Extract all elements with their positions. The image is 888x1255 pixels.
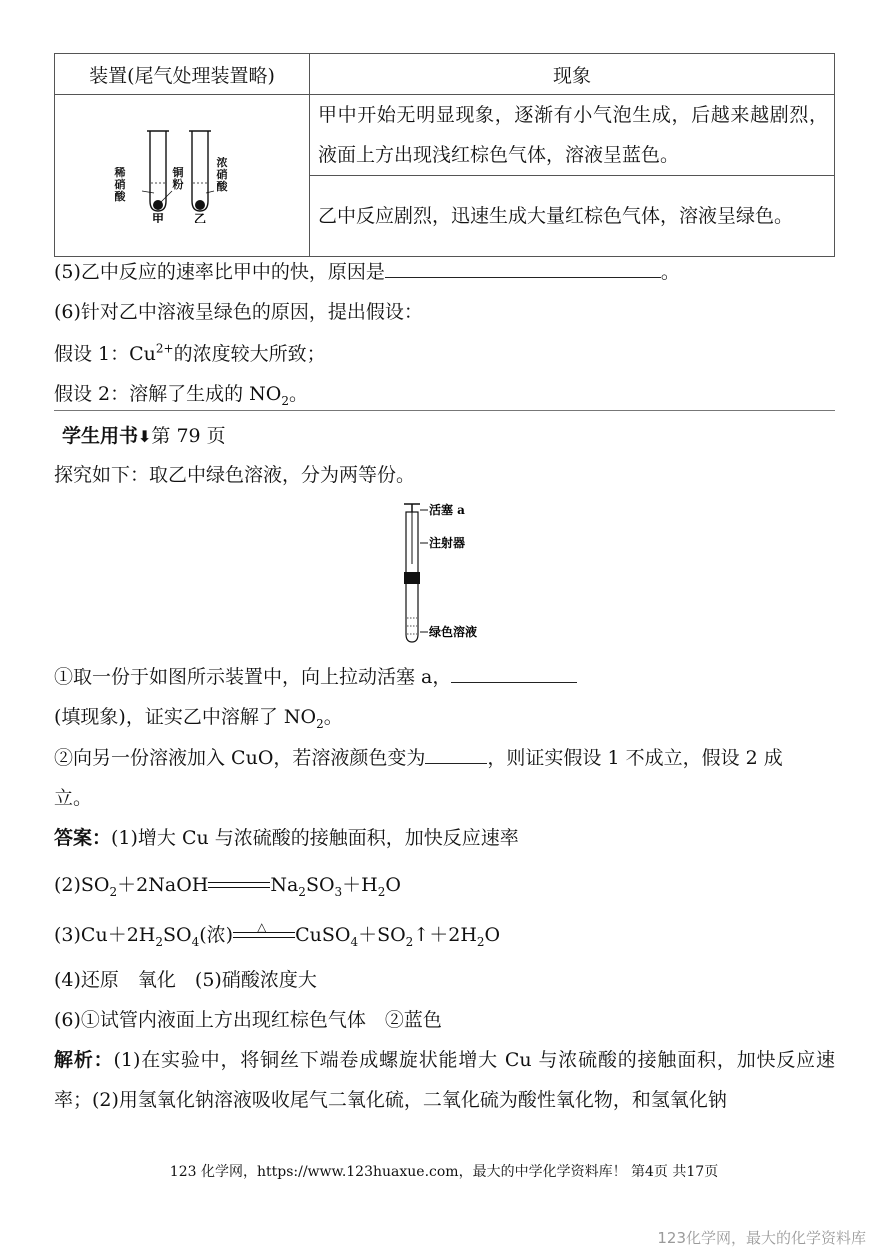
tube-yi xyxy=(192,131,208,211)
label-green-solution: 绿色溶液 xyxy=(429,625,478,639)
step-1: ①取一份于如图所示装置中，向上拉动活塞 a， xyxy=(54,664,577,689)
answer-4-5: (4)还原 氧化 (5)硝酸浓度大 xyxy=(54,969,317,991)
header-apparatus: 装置(尾气处理装置略) xyxy=(55,54,310,95)
heat-equals-sign xyxy=(233,920,295,943)
label-dilute-nitric: 稀硝酸 xyxy=(114,167,126,203)
test-tubes-figure xyxy=(112,123,252,223)
analysis-paragraph: 解析：(1)在实验中，将铜丝下端卷成螺旋状能增大 Cu 与浓硫酸的接触面积，加快反应速率；(2)用氢氧化钠溶液吸收尾气二氧化硫，二氧化硫为酸性氧化物，和氢氧化钠 xyxy=(54,1049,835,1111)
answer-blank-5 xyxy=(385,259,661,278)
answer-label: 答案： xyxy=(54,827,112,849)
watermark: 123化学网，最大的化学资料库 xyxy=(657,1229,866,1247)
hypothesis-1: 假设 1：$Cu^{2+}$的浓度较大所致； xyxy=(54,341,326,365)
answer-blank-step2 xyxy=(425,745,487,764)
down-arrow-icon: ⬇ xyxy=(138,427,152,446)
question-6: (6)针对乙中溶液呈绿色的原因，提出假设： xyxy=(54,301,423,323)
step-2: ②向另一份溶液加入 CuO，若溶液颜色变为 ，则证实假设 1 不成立，假设 2 成 xyxy=(54,747,783,769)
experiment-table xyxy=(54,53,835,257)
label-yi: 乙 xyxy=(194,212,207,223)
label-syringe: 注射器 xyxy=(429,536,466,550)
textbook-reference: 学生用书⬇第 79 页 xyxy=(62,425,226,447)
step-1-cont: (填现象)，证实乙中溶解了 $NO_2$。 xyxy=(54,706,343,731)
page-footer: 123 化学网，https://www.123huaxue.com，最大的中学化学资料库！ 第4页 共17页 xyxy=(169,1164,719,1180)
heat-delta-icon: △ xyxy=(257,920,267,934)
answer-3: $(3)Cu+2H_2SO_4$(浓) △ $CuSO_4+SO_2↑+2H_2O$ xyxy=(54,923,500,947)
answer-1: 答案：(1)增大 Cu 与浓硫酸的接触面积，加快反应速率 xyxy=(54,827,519,849)
observation-jia: 甲中开始无明显现象，逐渐有小气泡生成，后越来越剧烈，液面上方出现浅红棕色气体，溶液呈蓝色。 xyxy=(310,95,835,176)
label-jia: 甲 xyxy=(152,212,165,223)
analysis-label: 解析： xyxy=(54,1049,114,1071)
answer-6: (6)①试管内液面上方出现红棕色气体 ②蓝色 xyxy=(54,1009,442,1031)
apparatus-figure-cell xyxy=(55,95,310,257)
hypothesis-2: 假设 2：溶解了生成的 $NO_2$。 xyxy=(54,383,309,408)
section-divider xyxy=(54,410,835,411)
answer-2: $(2)SO_2+2NaOH$ $Na_2SO_3+H_2O$ xyxy=(54,874,401,899)
equals-sign xyxy=(208,879,270,893)
syringe-apparatus-figure xyxy=(390,498,500,648)
label-conc-nitric: 浓硝酸 xyxy=(216,157,228,193)
label-copper: 铜粉 xyxy=(172,167,184,191)
step-2-cont: 立。 xyxy=(54,787,93,809)
answer-blank-step1 xyxy=(451,664,577,683)
header-phenomenon: 现象 xyxy=(310,54,835,95)
explore-intro: 探究如下：取乙中绿色溶液，分为两等份。 xyxy=(54,464,416,486)
question-5: (5)乙中反应的速率比甲中的快，原因是 。 xyxy=(54,261,680,283)
label-stopcock-a: 活塞 a xyxy=(429,503,465,517)
observation-yi: 乙中反应剧烈，迅速生成大量红棕色气体，溶液呈绿色。 xyxy=(310,176,835,257)
